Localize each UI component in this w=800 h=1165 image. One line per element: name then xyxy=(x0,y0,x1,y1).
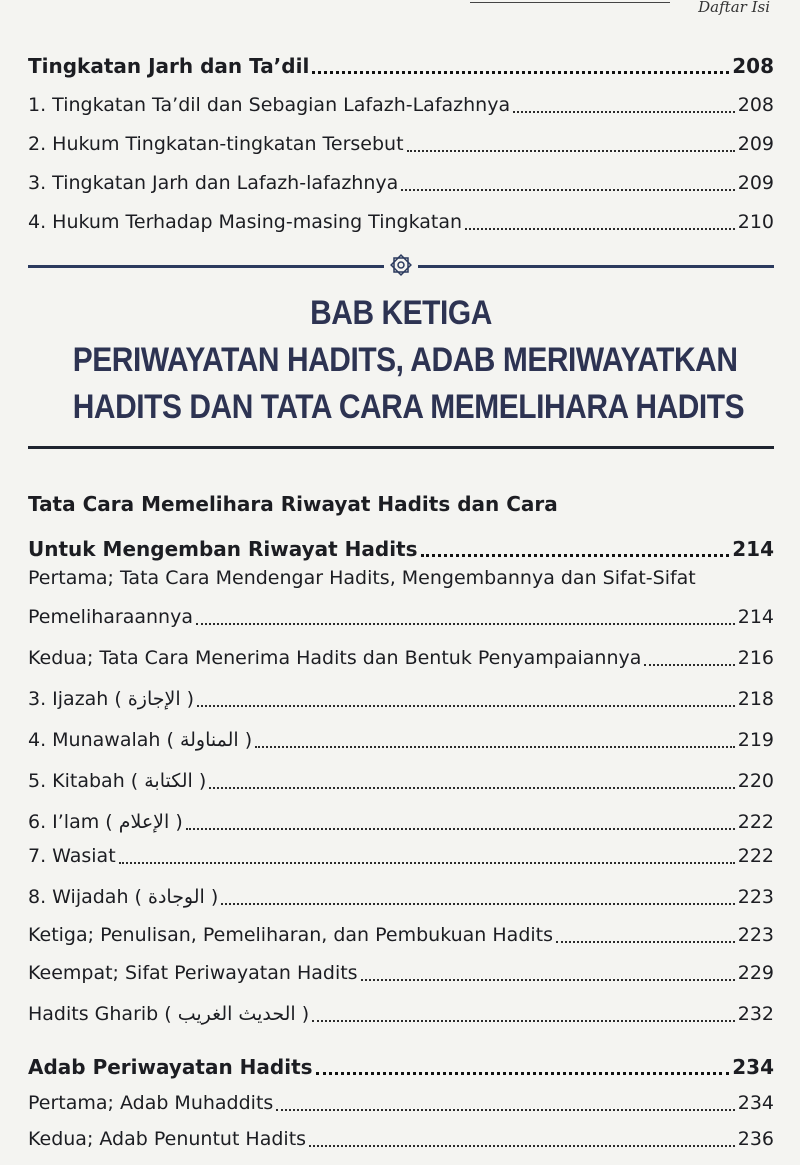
entry-page: 218 xyxy=(737,688,774,711)
entry-page: 234 xyxy=(737,1092,774,1115)
dot-leader xyxy=(186,828,735,830)
toc-heading-entry xyxy=(28,1035,774,1079)
chapter-title-line: HADITS DAN TATA CARA MEMELIHARA HADITS xyxy=(72,388,745,426)
entry-page: 214 xyxy=(732,537,774,561)
entry-page: 234 xyxy=(732,1055,774,1079)
entry-title: Untuk Mengemban Riwayat Hadits xyxy=(28,537,418,561)
entry-page: 222 xyxy=(737,845,774,868)
dot-leader xyxy=(316,1072,730,1075)
chapter-number: BAB KETIGA xyxy=(310,294,492,332)
header-rule xyxy=(470,2,670,3)
entry-page: 214 xyxy=(737,606,774,629)
dot-leader xyxy=(644,664,734,666)
entry-page: 223 xyxy=(737,886,774,909)
dot-leader xyxy=(312,71,729,74)
toc-section-adab xyxy=(28,1035,774,1151)
divider-line-left xyxy=(28,265,384,268)
divider-line-right xyxy=(418,265,774,268)
entry-page: 220 xyxy=(737,770,774,793)
entry-page: 222 xyxy=(737,811,774,834)
dot-leader xyxy=(421,554,730,557)
entry-title: Pertama; Adab Muhaddits xyxy=(28,1092,274,1115)
chapter-title-line: PERIWAYATAN HADITS, ADAB MERIWAYATKAN xyxy=(72,341,738,379)
entry-page: 236 xyxy=(737,1128,774,1151)
dot-leader xyxy=(401,189,734,191)
header-title: Daftar Isi xyxy=(698,0,770,16)
toc-heading-entry xyxy=(28,45,774,78)
toc-entry xyxy=(28,670,774,711)
toc-heading-line: Tata Cara Memelihara Riwayat Hadits dan Cara xyxy=(28,492,558,516)
entry-page: 208 xyxy=(732,54,774,78)
toc-entry xyxy=(28,629,774,670)
entry-page: 208 xyxy=(737,94,774,117)
dot-leader xyxy=(197,705,735,707)
dot-leader xyxy=(465,228,735,230)
entry-page: 229 xyxy=(737,962,774,985)
entry-title: 1. Tingkatan Ta’dil dan Sebagian Lafazh-Lafazhnya xyxy=(28,94,511,117)
entry-page: 223 xyxy=(737,924,774,947)
entry-title: Kedua; Tata Cara Menerima Hadits dan Bentuk Penyampaiannya xyxy=(28,647,642,670)
toc-entry xyxy=(28,909,774,947)
dot-leader xyxy=(312,1020,735,1022)
entry-title: 7. Wasiat xyxy=(28,845,116,868)
toc-entry-line: Pertama; Tata Cara Mendengar Hadits, Mengembannya dan Sifat-Sifat xyxy=(28,567,696,589)
ornamental-divider xyxy=(28,252,774,282)
entry-title: Kedua; Adab Penuntut Hadits xyxy=(28,1128,307,1151)
dot-leader xyxy=(276,1109,734,1111)
toc-entry xyxy=(28,868,774,909)
toc-entry xyxy=(28,117,774,156)
dot-leader xyxy=(556,941,735,943)
entry-title: 8. Wijadah ( الوجادة ) xyxy=(28,886,219,909)
toc-entry xyxy=(28,1079,774,1115)
toc-entry xyxy=(28,78,774,117)
entry-title: Tingkatan Jarh dan Ta’dil xyxy=(28,54,310,78)
toc-entry xyxy=(28,595,774,629)
dot-leader xyxy=(407,150,735,152)
star-ornament-icon xyxy=(388,252,414,278)
entry-page: 219 xyxy=(737,729,774,752)
toc-entry xyxy=(28,711,774,752)
entry-title: 4. Hukum Terhadap Masing-masing Tingkatan xyxy=(28,211,463,234)
dot-leader xyxy=(309,1145,735,1147)
toc-entry xyxy=(28,1115,774,1151)
entry-title: Keempat; Sifat Periwayatan Hadits xyxy=(28,962,358,985)
entry-title: Ketiga; Penulisan, Pemeliharan, dan Pembukuan Hadits xyxy=(28,924,554,947)
toc-entry xyxy=(28,947,774,985)
toc-entry xyxy=(28,834,774,868)
dot-leader xyxy=(255,746,735,748)
entry-title: 2. Hukum Tingkatan-tingkatan Tersebut xyxy=(28,133,404,156)
dot-leader xyxy=(119,862,735,864)
entry-page: 210 xyxy=(737,211,774,234)
entry-title: Adab Periwayatan Hadits xyxy=(28,1055,313,1079)
entry-title: 3. Ijazah ( الإجازة ) xyxy=(28,688,195,711)
entry-page: 216 xyxy=(737,647,774,670)
toc-entry xyxy=(28,752,774,793)
toc-entry xyxy=(28,156,774,195)
entry-title: 6. I’lam ( الإعلام ) xyxy=(28,811,183,834)
entry-title: Hadits Gharib ( الحديث الغريب ) xyxy=(28,1003,310,1026)
toc-heading-entry xyxy=(28,527,774,561)
dot-leader xyxy=(221,903,734,905)
entry-title: 4. Munawalah ( المناولة ) xyxy=(28,729,253,752)
entry-page: 209 xyxy=(737,133,774,156)
dot-leader xyxy=(361,979,735,981)
toc-entry xyxy=(28,195,774,234)
entry-title: 3. Tingkatan Jarh dan Lafazh-lafazhnya xyxy=(28,172,399,195)
toc-section-jarh-tadil xyxy=(28,45,774,234)
toc-section-tata-cara xyxy=(28,492,774,1026)
toc-entry xyxy=(28,793,774,834)
dot-leader xyxy=(513,111,735,113)
running-header xyxy=(0,0,800,20)
dot-leader xyxy=(209,787,734,789)
entry-title: Pemeliharaannya xyxy=(28,606,193,629)
toc-entry xyxy=(28,985,774,1026)
entry-title: 5. Kitabah ( الكتابة ) xyxy=(28,770,207,793)
dot-leader xyxy=(196,623,735,625)
entry-page: 209 xyxy=(737,172,774,195)
chapter-heading xyxy=(28,290,774,431)
entry-page: 232 xyxy=(737,1003,774,1026)
chapter-rule xyxy=(28,446,774,449)
